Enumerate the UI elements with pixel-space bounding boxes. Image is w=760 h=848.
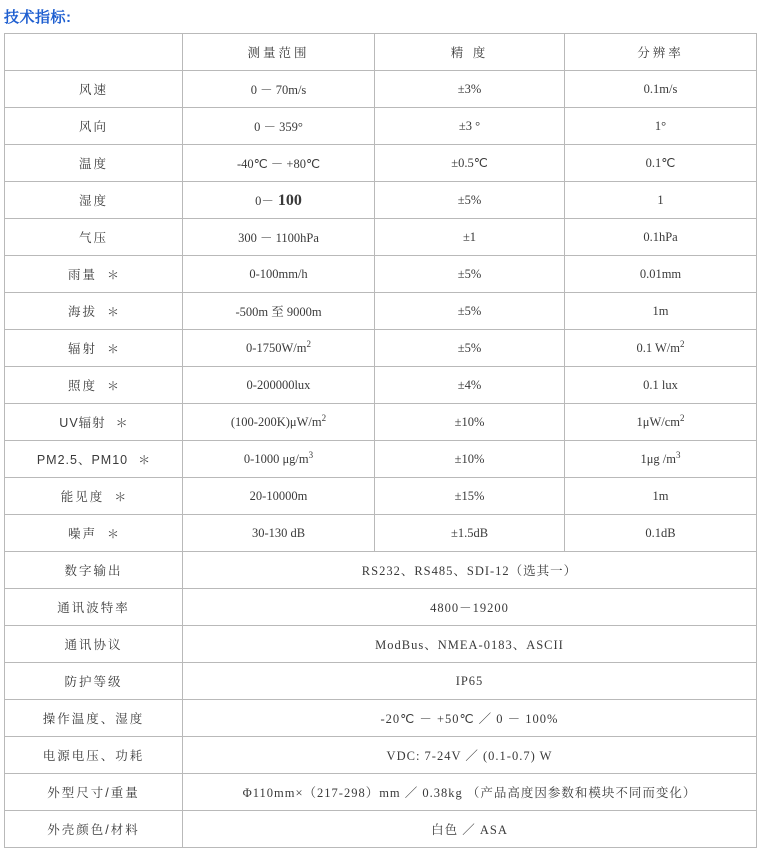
optional-star: ＊	[114, 490, 127, 504]
row-accuracy: ±1.5dB	[375, 515, 565, 552]
row-value: 4800－19200	[183, 589, 757, 626]
row-label-text: 气压	[78, 231, 108, 245]
row-range: 0-1000 $\mu g/m^3$	[183, 441, 375, 478]
row-accuracy: ±4%	[375, 367, 565, 404]
table-row	[5, 367, 757, 404]
row-resolution: 1μg $/m^3$	[565, 441, 757, 478]
row-resolution: 0.1 $W/m^2$	[565, 330, 757, 367]
row-accuracy: ±15%	[375, 478, 565, 515]
row-label: 操作温度、湿度	[5, 700, 183, 737]
row-label-text: 海拔	[67, 305, 97, 319]
row-value: 白色 ／ ASA	[183, 811, 757, 848]
row-resolution: 1m	[565, 478, 757, 515]
row-accuracy: ±10%	[375, 404, 565, 441]
row-range: $(100-200K)\mu W/m^2$	[183, 404, 375, 441]
row-accuracy: ±0.5℃	[375, 145, 565, 182]
row-resolution: 0.1dB	[565, 515, 757, 552]
row-label	[5, 330, 183, 367]
row-range: 0－ 100	[183, 182, 375, 219]
row-label	[5, 441, 183, 478]
table-row	[5, 441, 757, 478]
row-label	[5, 293, 183, 330]
row-label-text: 噪声	[67, 527, 97, 541]
row-value: VDC: 7-24V ／ (0.1-0.7) W	[183, 737, 757, 774]
row-resolution: $1\mu W/cm^2$	[565, 404, 757, 441]
header-cell-resolution: 分辨率	[565, 34, 757, 71]
row-value: ModBus、NMEA-0183、ASCII	[183, 626, 757, 663]
row-accuracy: ±3 °	[375, 108, 565, 145]
row-range: 300 － 1100hPa	[183, 219, 375, 256]
row-accuracy: ±5%	[375, 256, 565, 293]
row-accuracy: ±10%	[375, 441, 565, 478]
row-label: 电源电压、功耗	[5, 737, 183, 774]
optional-star: ＊	[107, 268, 120, 282]
row-range: $0-1750W/m^2$	[183, 330, 375, 367]
table-row	[5, 700, 757, 737]
row-label	[5, 219, 183, 256]
table-row	[5, 404, 757, 441]
row-resolution: 0.1m/s	[565, 71, 757, 108]
row-label: 外型尺寸/重量	[5, 774, 183, 811]
row-label: 通讯协议	[5, 626, 183, 663]
table-row	[5, 774, 757, 811]
header-cell-range: 测量范围	[183, 34, 375, 71]
row-label: 数字输出	[5, 552, 183, 589]
table-row	[5, 182, 757, 219]
row-accuracy: ±5%	[375, 182, 565, 219]
row-value: -20℃ － +50℃ ／ 0 － 100%	[183, 700, 757, 737]
optional-star: ＊	[107, 527, 120, 541]
row-accuracy: ±1	[375, 219, 565, 256]
optional-star: ＊	[107, 305, 120, 319]
table-row	[5, 552, 757, 589]
row-range: 30-130 dB	[183, 515, 375, 552]
row-label-text: 风向	[78, 120, 108, 134]
row-value: Φ110mm×（217-298）mm ／ 0.38kg （产品高度因参数和模块不同而变化）	[183, 774, 757, 811]
row-range: 0 － 359°	[183, 108, 375, 145]
optional-star: ＊	[115, 416, 128, 430]
optional-star: ＊	[107, 379, 120, 393]
row-range: -40℃ － +80℃	[183, 145, 375, 182]
row-label	[5, 404, 183, 441]
row-range: 0 － 70m/s	[183, 71, 375, 108]
table-row	[5, 811, 757, 848]
row-range: 20-10000m	[183, 478, 375, 515]
row-label-text: 辐射	[67, 342, 97, 356]
table-row	[5, 515, 757, 552]
row-label	[5, 478, 183, 515]
table-row	[5, 256, 757, 293]
row-accuracy: ±3%	[375, 71, 565, 108]
row-label: 通讯波特率	[5, 589, 183, 626]
row-label	[5, 182, 183, 219]
row-label: 外壳颜色/材料	[5, 811, 183, 848]
row-value: IP65	[183, 663, 757, 700]
row-label-text: 能见度	[60, 490, 105, 504]
specifications-table	[4, 33, 757, 848]
row-label	[5, 108, 183, 145]
row-label-text: PM2.5、PM10	[36, 453, 129, 467]
row-resolution: 0.1 lux	[565, 367, 757, 404]
row-range: 0-200000lux	[183, 367, 375, 404]
row-label	[5, 515, 183, 552]
table-row	[5, 737, 757, 774]
table-row	[5, 293, 757, 330]
table-row	[5, 71, 757, 108]
table-row	[5, 108, 757, 145]
row-value: RS232、RS485、SDI-12（选其一）	[183, 552, 757, 589]
row-label	[5, 71, 183, 108]
row-resolution: 0.01mm	[565, 256, 757, 293]
table-row	[5, 589, 757, 626]
row-label-text: 风速	[78, 83, 108, 97]
row-label-text: UV辐射	[59, 416, 106, 430]
table-row	[5, 663, 757, 700]
table-row	[5, 330, 757, 367]
row-range: 0-100mm/h	[183, 256, 375, 293]
row-label-text: 照度	[67, 379, 97, 393]
header-cell-accuracy: 精 度	[375, 34, 565, 71]
table-header-row	[5, 34, 757, 71]
row-label	[5, 256, 183, 293]
row-label-text: 雨量	[67, 268, 97, 282]
row-accuracy: ±5%	[375, 330, 565, 367]
optional-star: ＊	[138, 453, 151, 467]
row-resolution: 0.1hPa	[565, 219, 757, 256]
row-resolution: 1m	[565, 293, 757, 330]
row-accuracy: ±5%	[375, 293, 565, 330]
table-row	[5, 626, 757, 663]
row-resolution: 1°	[565, 108, 757, 145]
optional-star: ＊	[107, 342, 120, 356]
row-resolution: 1	[565, 182, 757, 219]
table-row	[5, 145, 757, 182]
row-range: -500m 至 9000m	[183, 293, 375, 330]
row-label	[5, 145, 183, 182]
row-label: 防护等级	[5, 663, 183, 700]
page-title: 技术指标:	[4, 9, 72, 26]
table-row	[5, 478, 757, 515]
row-label-text: 温度	[78, 157, 108, 171]
row-resolution: 0.1℃	[565, 145, 757, 182]
table-row	[5, 219, 757, 256]
row-label-text: 湿度	[78, 194, 108, 208]
row-label	[5, 367, 183, 404]
header-cell-empty	[5, 34, 183, 71]
